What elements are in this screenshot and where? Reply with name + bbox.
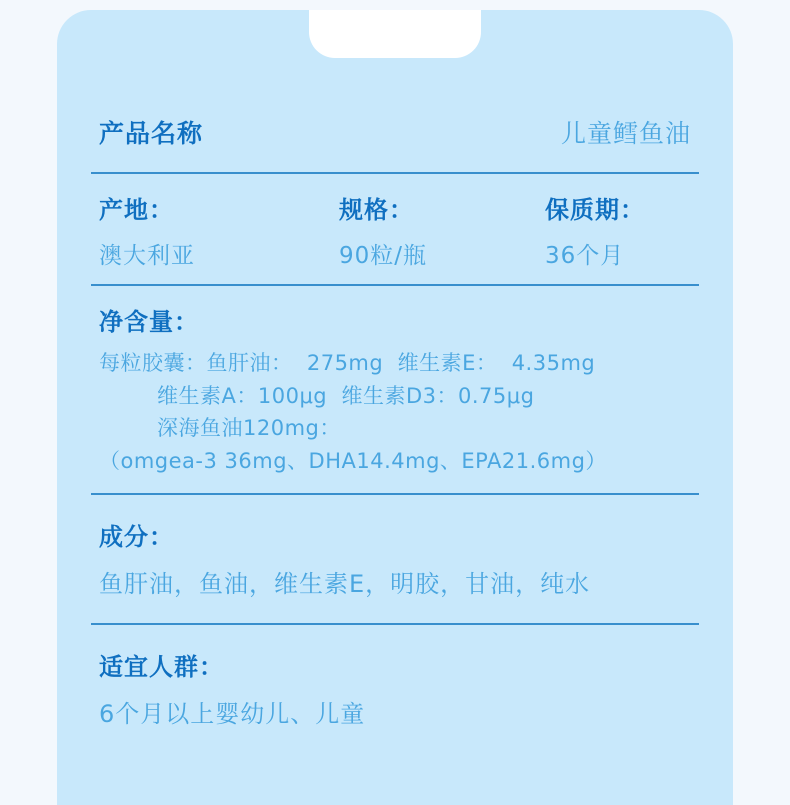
ingredients-value: 鱼肝油，鱼油，维生素E，明胶，甘油，纯水 xyxy=(99,570,591,599)
spec-row xyxy=(91,174,699,284)
card-top-notch xyxy=(309,10,481,58)
divider-4 xyxy=(91,623,699,625)
product-label-card xyxy=(57,10,733,805)
divider-2 xyxy=(91,284,699,286)
suitable-crowd-section xyxy=(91,625,699,745)
spec-quantity xyxy=(339,190,545,270)
suitable-crowd-label: 适宜人群： xyxy=(99,653,224,682)
spec-origin xyxy=(99,190,339,270)
product-name-label: 产品名称 xyxy=(99,119,204,148)
spec-shelf-life-value: 36个月 xyxy=(545,243,625,269)
ingredients-label: 成分： xyxy=(99,523,174,552)
ingredients-section xyxy=(91,495,699,623)
product-name-value: 儿童鳕鱼油 xyxy=(560,119,691,148)
card-content xyxy=(91,96,699,745)
spec-shelf-life xyxy=(545,190,705,270)
net-content-line: 深海鱼油120mg： xyxy=(157,416,341,441)
spec-quantity-label: 规格： xyxy=(339,196,414,224)
net-content-lines xyxy=(99,347,691,477)
spec-shelf-life-label: 保质期： xyxy=(545,196,645,224)
net-content-line: 每粒胶囊：鱼肝油： 275mg 维生素E： 4.35mg xyxy=(99,351,596,375)
net-content-label: 净含量： xyxy=(99,308,199,336)
net-content-section xyxy=(91,286,699,493)
spec-origin-value: 澳大利亚 xyxy=(99,243,195,269)
divider-3 xyxy=(91,493,699,495)
spec-quantity-value: 90粒/瓶 xyxy=(339,243,428,269)
spec-origin-label: 产地： xyxy=(99,196,174,224)
product-name-row xyxy=(91,96,699,172)
divider-1 xyxy=(91,172,699,174)
suitable-crowd-value: 6个月以上婴幼儿、儿童 xyxy=(99,700,366,729)
net-content-line: 维生素A：100μg 维生素D3：0.75μg xyxy=(157,383,535,408)
net-content-line: （omgea-3 36mg、DHA14.4mg、EPA21.6mg） xyxy=(99,448,607,473)
